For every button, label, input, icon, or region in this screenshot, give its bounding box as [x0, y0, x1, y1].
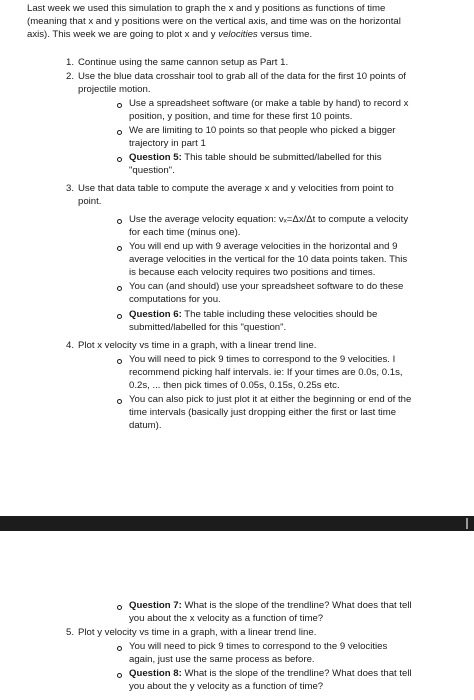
item-3-text-1: Use that data table to compute the average x and y velocities from point to — [78, 183, 394, 194]
item-3-bullet-1-line-2: for each time (minus one). — [129, 227, 241, 238]
bullet-icon — [117, 246, 122, 251]
item-4-number: 4. — [65, 340, 74, 351]
question-5-line-1: Question 5: This table should be submitted/labelled for this — [129, 152, 382, 163]
intro-line-3: axis). This week we are going to plot x and y velocities versus time. — [27, 29, 313, 40]
bullet-icon — [117, 157, 122, 162]
question-8-line-2: you about the y velocity as a function of time? — [129, 681, 324, 692]
bullet-icon — [117, 314, 122, 319]
item-2-bullet-1-line-1: Use a spreadsheet software (or make a table by hand) to record x — [129, 98, 409, 109]
question-6-line-2: submitted/labelled for this "question". — [129, 322, 287, 333]
item-4-bullet-2-line-1: You can also pick to just plot it at either the beginning or end of the — [129, 394, 412, 405]
question-7-label: Question 7: — [129, 600, 182, 611]
question-7-line-2: you about the x velocity as a function of time? — [129, 613, 324, 624]
question-6-line-1: Question 6: The table including these velocities should be — [129, 309, 378, 320]
item-1-number: 1. — [65, 57, 74, 68]
bullet-icon — [117, 130, 122, 135]
item-5-bullet-1-line-2: again, just use the same process as before. — [129, 654, 315, 665]
question-8-line-1: Question 8: What is the slope of the trendline? What does that tell — [129, 668, 412, 679]
item-2-bullet-2-line-1: We are limiting to 10 points so that people who picked a bigger — [129, 125, 396, 136]
item-3-number: 3. — [65, 183, 74, 194]
item-5-number: 5. — [65, 627, 74, 638]
emphasis-velocities: velocities — [218, 29, 258, 40]
question-5-line-2: "question". — [129, 165, 175, 176]
item-2-bullet-1-line-2: position, y position, and time for these first 10 points. — [129, 111, 353, 122]
bullet-icon — [117, 399, 122, 404]
item-5-bullet-1-line-1: You will need to pick 9 times to correspond to the 9 velocities — [129, 641, 388, 652]
intro-line-1: Last week we used this simulation to graph the x and y positions as functions of time — [27, 3, 386, 14]
item-3-bullet-2-line-2: average velocities in the vertical for the 10 data points taken. This — [129, 254, 408, 265]
bullet-icon — [117, 286, 122, 291]
item-3-bullet-3-line-2: computations for you. — [129, 294, 221, 305]
item-2-bullet-2-line-2: trajectory in part 1 — [129, 138, 206, 149]
item-4-bullet-1-line-3: 0.2s, ... then pick times of 0.05s, 0.15s, 0.25s etc. — [129, 380, 340, 391]
bullet-icon — [117, 646, 122, 651]
item-3-bullet-1-line-1: Use the average velocity equation: vₓ=Δx/Δt to compute a velocity — [129, 214, 409, 225]
item-2-number: 2. — [65, 71, 74, 82]
question-5-label: Question 5: — [129, 152, 182, 163]
bullet-icon — [117, 605, 122, 610]
bullet-icon — [117, 219, 122, 224]
item-3-bullet-3-line-1: You can (and should) use your spreadsheet software to do these — [129, 281, 404, 292]
item-3-text-2: point. — [78, 196, 102, 207]
bullet-icon — [117, 673, 122, 678]
bullet-icon — [117, 359, 122, 364]
question-6-label: Question 6: — [129, 309, 182, 320]
item-4-bullet-2-line-3: datum). — [129, 420, 162, 431]
item-3-bullet-2-line-3: is because each velocity requires two positions and times. — [129, 267, 376, 278]
page-break-divider — [0, 516, 474, 531]
item-4-bullet-1-line-1: You will need to pick 9 times to correspond to the 9 velocities. I — [129, 354, 396, 365]
item-4-bullet-2-line-2: time intervals (basically just dropping either the first or last time — [129, 407, 397, 418]
bullet-icon — [117, 103, 122, 108]
item-2-text-2: projectile motion. — [78, 84, 151, 95]
question-8-label: Question 8: — [129, 668, 182, 679]
item-2-text-1: Use the blue data crosshair tool to grab all of the data for the first 10 points of — [78, 71, 406, 82]
intro-line-2: (meaning that x and y positions were on the vertical axis, and time was on the horizontal — [27, 16, 401, 27]
item-4-bullet-1-line-2: recommend picking half intervals. ie: If your times are 0.0s, 0.1s, — [129, 367, 403, 378]
item-4-text-1: Plot x velocity vs time in a graph, with a linear trend line. — [78, 340, 317, 351]
question-7-line-1: Question 7: What is the slope of the trendline? What does that tell — [129, 600, 412, 611]
item-3-bullet-2-line-1: You will end up with 9 average velocities in the horizontal and 9 — [129, 241, 398, 252]
item-1-text: Continue using the same cannon setup as Part 1. — [78, 57, 289, 68]
item-5-text: Plot y velocity vs time in a graph, with a linear trend line. — [78, 627, 317, 638]
scrollbar-thumb[interactable] — [466, 518, 468, 529]
